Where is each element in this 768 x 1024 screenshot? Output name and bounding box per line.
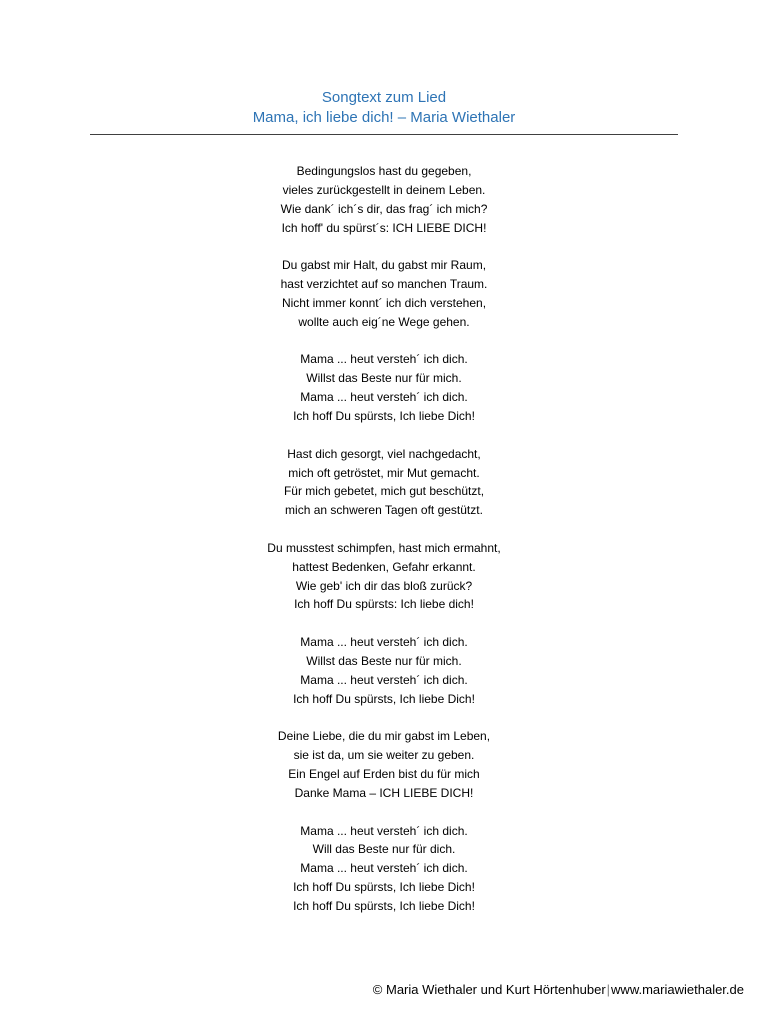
lyric-line: Mama ... heut versteh´ ich dich. bbox=[300, 672, 468, 687]
stanza bbox=[0, 822, 768, 916]
lyric-line: Danke Mama – ICH LIEBE DICH! bbox=[294, 785, 474, 800]
stanza bbox=[0, 539, 768, 614]
lyric-line: Willst das Beste nur für mich. bbox=[306, 371, 462, 386]
lyric-line: wollte auch eig´ne Wege gehen. bbox=[298, 314, 470, 329]
lyric-line: hast verzichtet auf so manchen Traum. bbox=[280, 277, 488, 292]
stanza bbox=[0, 633, 768, 708]
footer-website-link[interactable]: www.mariawiethaler.de bbox=[611, 982, 744, 997]
stanza bbox=[0, 445, 768, 520]
lyric-line: vieles zurückgestellt in deinem Leben. bbox=[282, 182, 486, 197]
stanza bbox=[0, 162, 768, 237]
lyric-line: Ich hoff Du spürsts, Ich liebe Dich! bbox=[293, 691, 475, 706]
lyric-line: Mama ... heut versteh´ ich dich. bbox=[300, 635, 468, 650]
title-line-1: Songtext zum Lied bbox=[321, 89, 447, 106]
stanza bbox=[0, 727, 768, 802]
lyric-line: Ich hoff Du spürsts, Ich liebe Dich! bbox=[293, 898, 475, 913]
lyric-line: Ich hoff Du spürsts, Ich liebe Dich! bbox=[293, 880, 475, 895]
lyric-line: hattest Bedenken, Gefahr erkannt. bbox=[292, 559, 476, 574]
lyric-line: mich oft getröstet, mir Mut gemacht. bbox=[288, 465, 480, 480]
lyric-line: mich an schweren Tagen oft gestützt. bbox=[285, 503, 483, 518]
document-title bbox=[0, 88, 768, 128]
page-footer bbox=[373, 981, 744, 999]
lyric-line: Du musstest schimpfen, hast mich ermahnt, bbox=[267, 540, 501, 555]
lyric-line: Nicht immer konnt´ ich dich verstehen, bbox=[281, 295, 487, 310]
lyric-line: Mama ... heut versteh´ ich dich. bbox=[300, 352, 468, 367]
lyrics-body bbox=[0, 162, 768, 916]
stanza bbox=[0, 256, 768, 331]
lyric-line: Willst das Beste nur für mich. bbox=[306, 653, 462, 668]
lyric-line: Wie geb' ich dir das bloß zurück? bbox=[295, 578, 473, 593]
lyric-line: sie ist da, um sie weiter zu geben. bbox=[293, 748, 475, 763]
lyric-line: Mama ... heut versteh´ ich dich. bbox=[300, 861, 468, 876]
lyric-line: Will das Beste nur für dich. bbox=[312, 842, 456, 857]
lyric-line: Ich hoff Du spürsts: Ich liebe dich! bbox=[294, 597, 474, 612]
lyric-line: Hast dich gesorgt, viel nachgedacht, bbox=[287, 446, 481, 461]
footer-separator: | bbox=[606, 982, 611, 997]
lyric-line: Du gabst mir Halt, du gabst mir Raum, bbox=[281, 258, 487, 273]
lyric-line: Mama ... heut versteh´ ich dich. bbox=[300, 823, 468, 838]
lyric-line: Ich hoff Du spürsts, Ich liebe Dich! bbox=[293, 408, 475, 423]
title-line-2: Mama, ich liebe dich! – Maria Wiethaler bbox=[252, 109, 516, 126]
lyric-line: Wie dank´ ich´s dir, das frag´ ich mich? bbox=[280, 201, 488, 216]
lyric-line: Für mich gebetet, mich gut beschützt, bbox=[283, 484, 485, 499]
stanza bbox=[0, 350, 768, 425]
lyric-line: Deine Liebe, die du mir gabst im Leben, bbox=[277, 729, 491, 744]
lyric-line: Ein Engel auf Erden bist du für mich bbox=[288, 767, 480, 781]
footer-copyright: © Maria Wiethaler und Kurt Hörtenhuber bbox=[372, 982, 606, 997]
lyric-line: Mama ... heut versteh´ ich dich. bbox=[300, 390, 468, 405]
lyric-line: Ich hoff' du spürst´s: ICH LIEBE DICH! bbox=[281, 220, 487, 235]
title-divider bbox=[90, 134, 678, 135]
lyric-line: Bedingungslos hast du gegeben, bbox=[296, 164, 472, 178]
